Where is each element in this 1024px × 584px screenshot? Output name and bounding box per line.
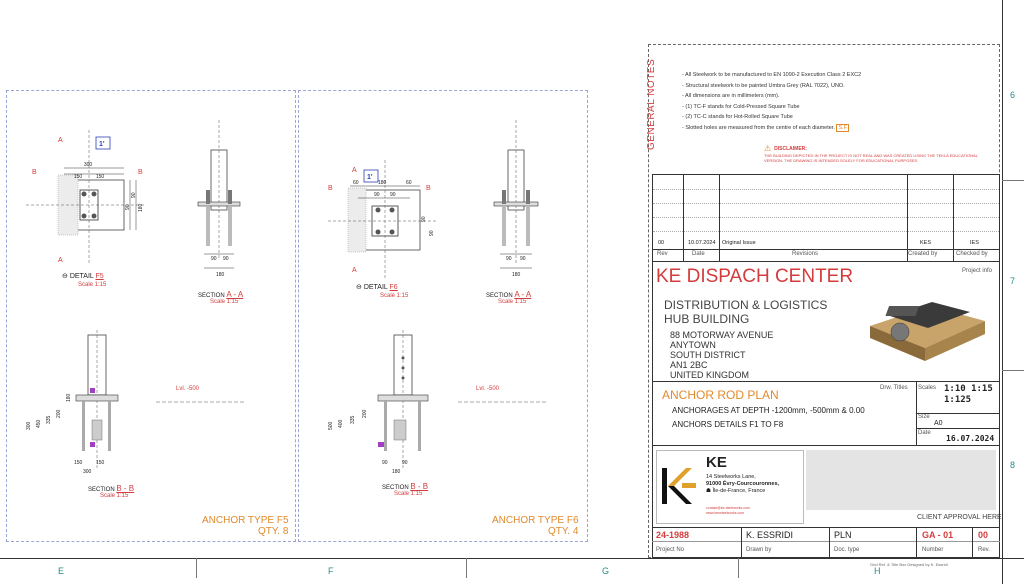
project-info-label: Project info <box>962 268 993 274</box>
disclaimer: ⚠ DISCLAIMER: THE BUILDING DEPICTED IN THE PROJECT IS NOT REAL AND WAS CREATED USING THE TEKLA EDUCATIONAL VERSION. THE DRAWING IS INTENDED SOLELY FOR EDUCATIONAL PURPOSES. <box>764 144 978 163</box>
svg-text:1': 1' <box>367 174 373 181</box>
drawing-titles-label: Drw. Titles <box>880 385 908 391</box>
svg-text:200: 200 <box>362 409 368 418</box>
detail-scale-f5: Scale 1:15 <box>78 282 107 288</box>
svg-text:60: 60 <box>406 180 412 186</box>
scales-value: 1:10 1:15 1:125 <box>944 384 993 405</box>
svg-text:B: B <box>32 169 37 176</box>
svg-text:90: 90 <box>506 256 512 262</box>
grid-tick <box>1002 180 1024 181</box>
note-item: - (2) TC-C stands for Hot-Rolled Square Tube <box>682 114 793 120</box>
anchor-type-f6: ANCHOR TYPE F6 <box>492 515 579 526</box>
svg-text:A: A <box>352 267 357 274</box>
project-number: 24-1988 <box>656 530 690 540</box>
drawing-title: ANCHOR ROD PLAN <box>662 388 779 402</box>
svg-text:180: 180 <box>216 272 225 278</box>
section-bb-scale-f6: Scale 1:15 <box>394 491 423 497</box>
slot-mark: S.F <box>838 124 847 131</box>
svg-text:90: 90 <box>520 256 526 262</box>
drawing-number-label: Number <box>922 547 944 553</box>
svg-text:150: 150 <box>96 460 105 466</box>
drawing-line-2: ANCHORS DETAILS F1 TO F8 <box>672 420 784 429</box>
grid-tick <box>738 558 739 578</box>
client-approval-label: CLIENT APPROVAL HERE <box>917 514 1002 521</box>
flag-icon: ☗ <box>706 488 711 494</box>
anchor-qty-f6: QTY. 4 <box>548 526 579 537</box>
doc-type: PLN <box>834 530 852 540</box>
svg-text:90: 90 <box>382 460 388 466</box>
drawing-border-right <box>1002 0 1003 584</box>
plan-view-f5 <box>26 130 146 265</box>
warning-icon: ⚠ <box>764 144 772 153</box>
svg-text:335: 335 <box>350 415 356 424</box>
anchor-type-f5: ANCHOR TYPE F5 <box>202 515 289 526</box>
drawing-number: GA - 01 <box>922 530 954 540</box>
section-aa-scale-f5: Scale 1:15 <box>210 299 239 305</box>
dim-label: 90 <box>131 192 137 198</box>
project-name: KE DISPACH CENTER <box>656 266 854 287</box>
svg-text:450: 450 <box>36 419 42 428</box>
svg-text:90: 90 <box>402 460 408 466</box>
svg-text:90: 90 <box>421 216 427 222</box>
svg-text:300: 300 <box>83 469 92 475</box>
company-contact: contact@ke-steelworks.com www.kensteelworks.com <box>706 506 750 515</box>
revisions-table <box>652 174 1000 262</box>
svg-text:1': 1' <box>99 141 105 148</box>
svg-text:Lvl. -500: Lvl. -500 <box>476 386 500 392</box>
svg-text:180: 180 <box>66 393 72 402</box>
grid-ref-h: H <box>874 566 881 576</box>
svg-text:400: 400 <box>338 419 344 428</box>
date-label: Date <box>918 430 931 436</box>
date-value: 16.07.2024 <box>946 434 995 443</box>
grid-ref-6: 6 <box>1010 90 1016 100</box>
section-symbol-icon: ⊖ <box>62 273 68 280</box>
size-label: Size <box>918 414 930 420</box>
section-aa-title-f6: SECTION A - A <box>486 290 532 299</box>
svg-text:B: B <box>138 169 143 176</box>
svg-text:A: A <box>58 257 63 264</box>
dim-label: 150 <box>73 174 83 180</box>
detail-scale-f6: Scale 1:15 <box>380 293 409 299</box>
svg-text:A: A <box>58 137 63 144</box>
detail-title-f6: ⊖ DETAIL F6 <box>356 284 398 291</box>
svg-text:200: 200 <box>56 409 62 418</box>
revision-number-label: Rev. <box>978 547 990 553</box>
note-item: - Slotted holes are measured from the centre of each diameter. S.F <box>682 124 847 131</box>
note-item: - All Steelwork to be manufactured to EN 1090-2 Execution Class 2 EXC2 <box>682 72 862 78</box>
dim-label: 180 <box>138 203 144 212</box>
note-item: - Structural steelwork to be painted Umbra Grey (RAL 7022), UNO. <box>682 82 845 89</box>
section-symbol-icon: ⊖ <box>356 284 362 291</box>
drawing-line-1: ANCHORAGES AT DEPTH -1200mm, -500mm & 0.00 <box>672 406 865 415</box>
project-subtitle-2: HUB BUILDING <box>664 312 750 326</box>
note-item: - (1) TC-F stands for Cold-Pressed Square Tube <box>682 103 800 110</box>
note-item: - All dimensions are in millimeters (mm). <box>682 93 780 99</box>
svg-text:335: 335 <box>46 415 52 424</box>
general-notes-title: GENERAL NOTES <box>646 58 657 150</box>
grid-ref-7: 7 <box>1010 276 1016 286</box>
grid-ref-8: 8 <box>1010 460 1016 470</box>
svg-text:180: 180 <box>512 272 521 278</box>
client-approval-area <box>806 450 996 510</box>
grid-tick <box>1002 370 1024 371</box>
building-rendering <box>860 276 990 376</box>
detail-title-f5: ⊖ DETAIL F5 <box>62 273 104 280</box>
grid-ref-e: E <box>58 566 65 576</box>
svg-text:500: 500 <box>328 421 334 430</box>
project-subtitle-1: DISTRIBUTION & LOGISTICS <box>664 298 828 312</box>
svg-text:Lvl. -500: Lvl. -500 <box>176 386 200 392</box>
doc-type-label: Doc. type <box>834 547 860 553</box>
anchor-qty-f5: QTY. 8 <box>258 526 289 537</box>
svg-text:90: 90 <box>374 192 380 198</box>
section-aa-title-f5: SECTION A - A <box>198 290 244 299</box>
footer-credit: Grid Ref. & Title Box Designed by K. Essridi <box>870 562 948 567</box>
general-notes-list <box>682 70 982 133</box>
section-bb-title-f6: SECTION B - B <box>382 482 429 491</box>
svg-text:90: 90 <box>223 256 229 262</box>
section-aa-scale-f6: Scale 1:15 <box>498 299 527 305</box>
detail-f6-drawing <box>298 90 586 540</box>
dim-label: 300 <box>83 162 93 168</box>
section-bb-f5 <box>26 330 246 475</box>
svg-text:B: B <box>328 185 333 192</box>
plan-view-f6 <box>328 160 438 280</box>
svg-text:180: 180 <box>378 180 387 186</box>
svg-text:300: 300 <box>26 421 32 430</box>
drawn-by: K. ESSRIDI <box>746 530 794 540</box>
grid-tick <box>466 558 467 578</box>
section-aa-f6 <box>494 120 538 278</box>
dim-label: 90 <box>125 204 131 210</box>
svg-text:150: 150 <box>74 460 83 466</box>
drawn-by-label: Drawn by <box>746 547 772 553</box>
detail-f5-drawing <box>6 90 294 540</box>
section-aa-f5 <box>198 120 240 278</box>
scales-label: Scales <box>918 385 937 391</box>
section-bb-scale-f5: Scale 1:15 <box>100 493 129 499</box>
size-value: A0 <box>934 420 943 427</box>
section-bb-title-f5: SECTION B - B <box>88 484 135 493</box>
company-name: KE <box>706 454 727 471</box>
project-number-label: Project No <box>656 547 685 553</box>
revision-number: 00 <box>978 530 989 540</box>
section-bb-f6 <box>328 330 548 475</box>
dim-label: 150 <box>95 174 105 180</box>
grid-ref-g: G <box>602 566 610 576</box>
company-address: 14 Steelworks Lane, 91000 Évry-Courcouronnes, ☗ Île-de-France, France <box>706 474 780 494</box>
svg-text:B: B <box>426 185 431 192</box>
svg-text:90: 90 <box>429 230 435 236</box>
svg-text:A: A <box>352 167 357 174</box>
grid-tick <box>196 558 197 578</box>
grid-ref-f: F <box>328 566 334 576</box>
svg-text:60: 60 <box>353 180 359 186</box>
svg-text:90: 90 <box>390 192 396 198</box>
company-logo-icon <box>660 466 700 506</box>
drawing-border <box>0 558 1024 559</box>
project-address: 88 MOTORWAY AVENUE ANYTOWN SOUTH DISTRICT AN1 2BC UNITED KINGDOM <box>670 330 774 380</box>
svg-text:180: 180 <box>392 469 401 475</box>
svg-text:90: 90 <box>211 256 217 262</box>
